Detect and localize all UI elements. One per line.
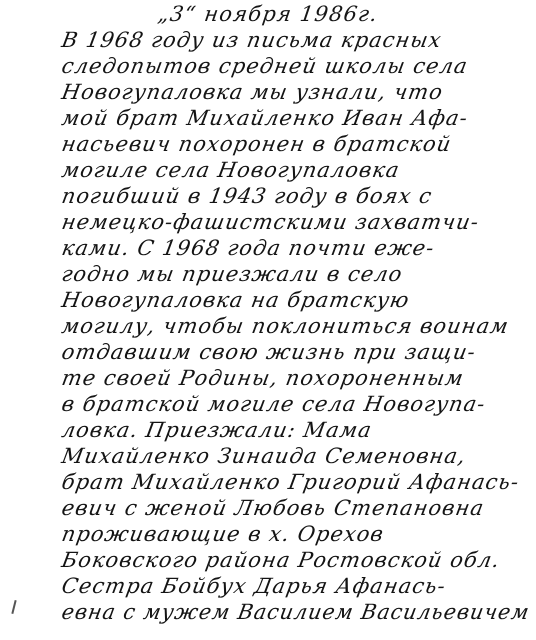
letter-date: „3“ ноября 1986г.: [156, 2, 380, 26]
letter-line-13: отдавшим свою жизнь при защи-: [59, 340, 479, 364]
letter-line-19: евич с женой Любовь Степановна: [59, 496, 487, 520]
letter-line-8: немецко-фашистскими захватчи-: [59, 210, 482, 234]
letter-line-18: брат Михайленко Григорий Афанась-: [59, 470, 522, 494]
letter-line-14: те своей Родины, похороненным: [59, 366, 466, 390]
letter-line-9: ками. С 1968 года почти еже-: [59, 236, 437, 260]
letter-line-16: ловка. Приезжали: Мама: [59, 418, 375, 442]
letter-line-15: в братской могиле села Новогупа-: [59, 392, 488, 416]
letter-line-12: могилу, чтобы поклониться воинам: [59, 314, 511, 338]
letter-line-17: Михайленко Зинаида Семеновна,: [59, 444, 469, 468]
letter-line-7: погибший в 1943 году в боях с: [59, 184, 435, 208]
letter-line-4: мой брат Михайленко Иван Афа-: [59, 106, 471, 130]
letter-line-3: Новогупаловка мы узнали, что: [59, 80, 446, 104]
letter-line-5: насьевич похоронен в братской: [59, 132, 454, 156]
letter-line-21: Боковского района Ростовской обл.: [59, 548, 503, 572]
letter-line-23: евна с мужем Василием Васильевичем: [59, 600, 532, 624]
letter-line-2: следопытов средней школы села: [59, 54, 470, 78]
letter-line-20: проживающие в х. Орехов: [59, 522, 387, 546]
letter-line-1: В 1968 году из письма красных: [59, 28, 444, 52]
letter-line-10: годно мы приезжали в село: [59, 262, 405, 286]
letter-line-6: могиле села Новогупаловка: [59, 158, 402, 182]
letter-line-11: Новогупаловка на братскую: [59, 288, 412, 312]
margin-pen-mark: [11, 600, 16, 614]
letter-line-22: Сестра Бойбух Дарья Афанась-: [59, 574, 449, 598]
